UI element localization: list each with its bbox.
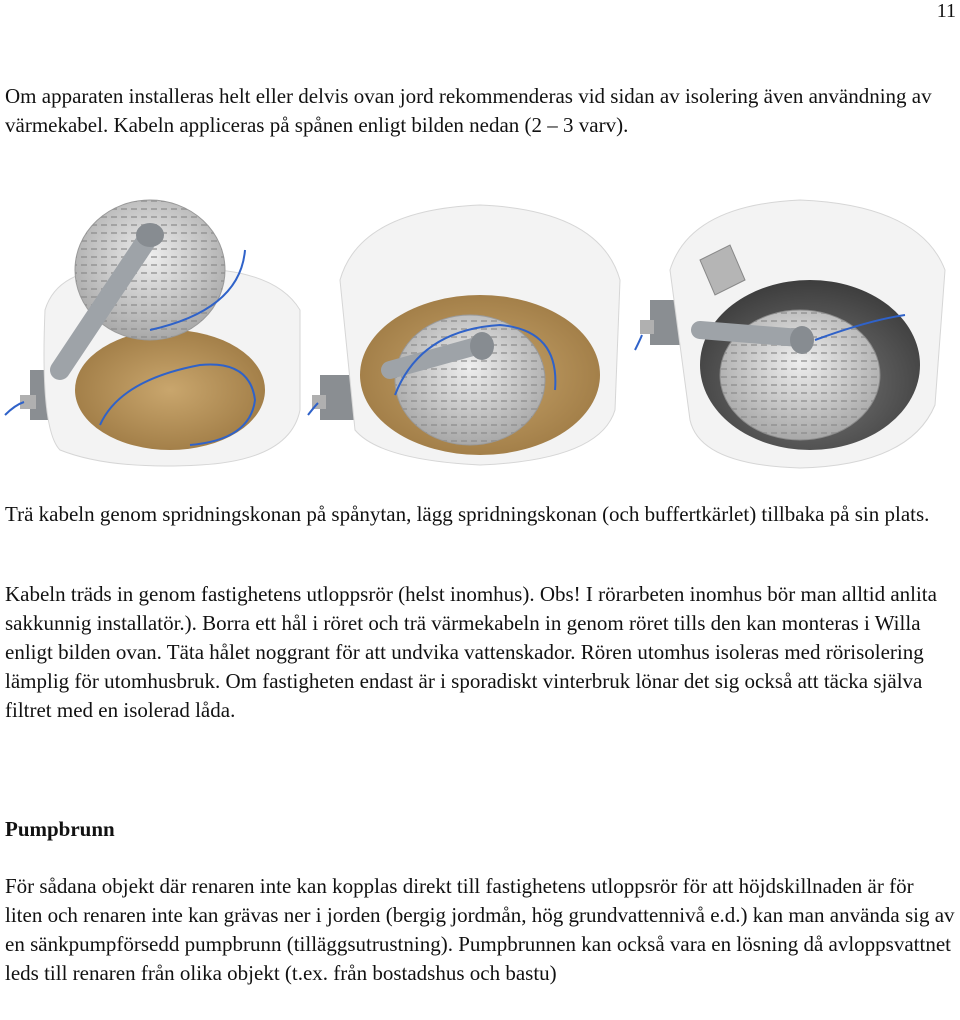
photo-strip bbox=[0, 190, 960, 480]
instructions-paragraph: Kabeln träds in genom fastighetens utloppsrör (helst inomhus). Obs! I rörarbeten inomhus bör man alltid anlita sakkunnig installatör.). Borra ett hål i röret och trä värmekabeln in genom röret tills den kan monteras i Willa enligt bilden ovan. Täta hålet noggrant för att undvika vattenskador. Rören utomhus isoleras med rörisolering lämplig för utomhusbruk. Om fastigheten endast är i sporadiskt vinterbruk lönar det sig också att täcka själva filtret med en isolerad låda. bbox=[5, 582, 937, 722]
caption-paragraph: Trä kabeln genom spridningskonan på spånytan, lägg spridningskonan (och buffertkärlet) tillbaka på sin plats. bbox=[5, 502, 930, 526]
section-heading: Pumpbrunn bbox=[5, 817, 115, 841]
photo-step-2 bbox=[308, 205, 620, 465]
page-number: 11 bbox=[936, 0, 956, 22]
photo-step-3 bbox=[635, 200, 945, 468]
intro-paragraph: Om apparaten installeras helt eller delvis ovan jord rekommenderas vid sidan av isolering även användning av värmekabel. Kabeln appliceras på spånen enligt bilden nedan (2 – 3 varv). bbox=[5, 84, 932, 137]
section-paragraph: För sådana objekt där renaren inte kan kopplas direkt till fastighetens utloppsrör för att höjdskillnaden är för liten och renaren inte kan grävas ner i jorden (bergig jordmån, hög grundvattennivå e.d.) kan man använda sig av en sänkpumpförsedd pumpbrunn (tilläggsutrustning). Pumpbrunnen kan också vara en lösning då avloppsvattnet leds till renaren från olika objekt (t.ex. från bostadshus och bastu) bbox=[5, 874, 955, 985]
photo-step-1 bbox=[5, 200, 300, 466]
